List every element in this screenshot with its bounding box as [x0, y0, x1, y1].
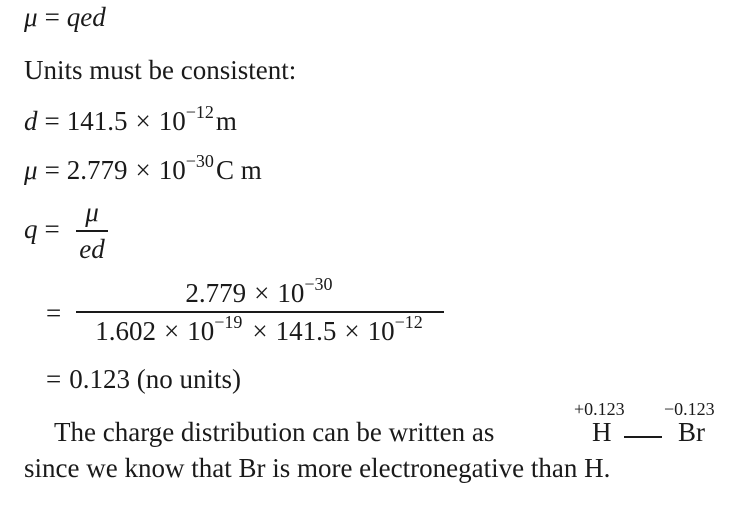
equals-sign: =	[44, 2, 60, 32]
charge-sentence-part2: since we know that Br is more electronegative than H.	[24, 453, 611, 483]
unit: m	[215, 106, 237, 136]
charge-label-hydrogen: +0.123	[574, 399, 625, 419]
bond-line	[624, 436, 662, 438]
times-sign: ×	[252, 315, 268, 346]
rhs-qed: qed	[66, 2, 106, 32]
equation-dipole-value	[24, 151, 262, 185]
fraction-numerator	[185, 274, 334, 308]
result-value: 0.123 (no units)	[69, 364, 241, 394]
mantissa: 2.779	[66, 155, 128, 185]
fraction-denominator: ed	[79, 233, 105, 264]
exponent: −30	[185, 151, 214, 171]
den-exponent-2: −12	[394, 311, 423, 332]
units-note: Units must be consistent:	[24, 55, 297, 85]
fraction-denominator	[95, 311, 425, 346]
equation-dipole-definition	[24, 4, 106, 31]
den-mantissa-2: 141.5	[275, 315, 337, 346]
atom-hydrogen: H	[592, 417, 612, 447]
fraction-bar	[76, 230, 108, 232]
base: 10	[158, 106, 186, 136]
times-sign: ×	[254, 278, 270, 308]
den-exponent-1: −19	[214, 311, 243, 332]
fraction-mu-over-ed	[76, 199, 108, 263]
d-symbol: d	[24, 106, 38, 136]
equals-sign: =	[44, 106, 60, 136]
charge-label-bromine: −0.123	[664, 399, 715, 419]
times-sign: ×	[163, 315, 180, 346]
times-sign: ×	[344, 315, 360, 346]
exponent: −12	[185, 102, 214, 122]
atom-bromine: Br	[678, 417, 705, 447]
fraction-bar	[76, 311, 444, 313]
num-exponent: −30	[304, 274, 333, 294]
unit: C m	[215, 155, 262, 185]
num-base: 10	[277, 278, 305, 308]
equals-sign: =	[44, 214, 60, 244]
fraction-numerator: μ	[85, 197, 99, 227]
equation-distance	[24, 102, 237, 136]
den-base-2: 10	[367, 315, 395, 346]
charge-sentence-part1: The charge distribution can be written as	[54, 417, 495, 447]
mu-symbol: μ	[24, 2, 38, 32]
equals-sign: =	[44, 155, 60, 185]
equation-charge-lhs	[24, 216, 67, 243]
equals-sign: =	[46, 298, 62, 328]
equation-calc-equals	[46, 300, 61, 327]
times-sign: ×	[135, 155, 151, 185]
equals-sign: =	[46, 364, 62, 394]
q-symbol: q	[24, 214, 38, 244]
times-sign: ×	[135, 106, 151, 136]
mantissa: 141.5	[66, 106, 128, 136]
den-base-1: 10	[187, 315, 215, 346]
den-mantissa-1: 1.602	[95, 315, 156, 346]
base: 10	[158, 155, 186, 185]
mu-symbol: μ	[24, 155, 38, 185]
num-mantissa: 2.779	[185, 278, 247, 308]
equation-result	[46, 366, 241, 393]
fraction-calculation	[76, 274, 444, 346]
